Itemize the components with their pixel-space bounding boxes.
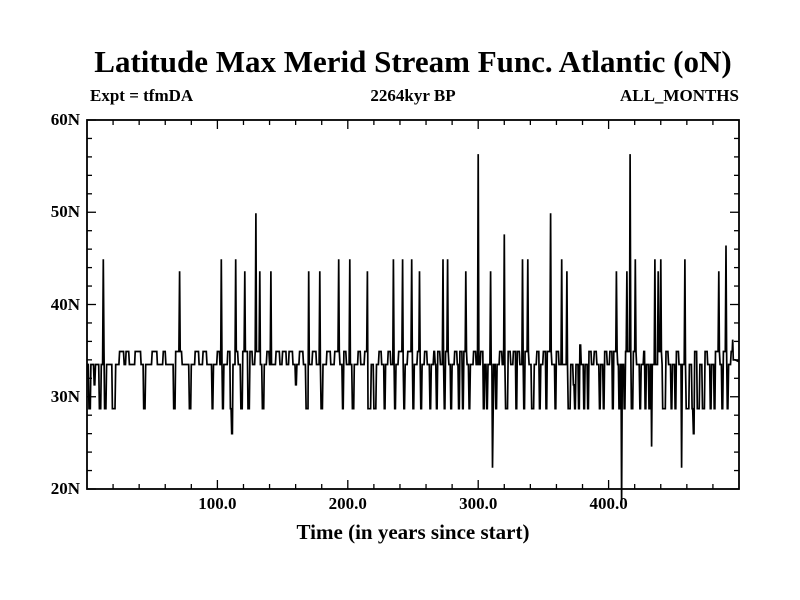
y-tick-label: 30N <box>50 386 80 406</box>
y-tick-label: 20N <box>50 479 80 498</box>
y-tick-label: 50N <box>50 202 80 222</box>
experiment-label: Expt = tfmDA <box>90 86 194 105</box>
data-line <box>87 154 739 503</box>
chart-title: Latitude Max Merid Stream Func. Atlantic (oN) <box>94 44 732 79</box>
x-tick-label: 200.0 <box>328 494 367 513</box>
y-tick-label: 40N <box>50 294 80 314</box>
x-axis-title: Time (in years since start) <box>296 520 530 544</box>
x-tick-label: 300.0 <box>459 494 498 513</box>
y-tick-label: 60N <box>50 110 80 129</box>
months-label: ALL_MONTHS <box>619 86 739 105</box>
x-tick-label: 100.0 <box>198 494 237 513</box>
x-tick-label: 400.0 <box>589 494 628 513</box>
epoch-label: 2264kyr BP <box>370 86 456 105</box>
plot-frame <box>87 120 739 489</box>
